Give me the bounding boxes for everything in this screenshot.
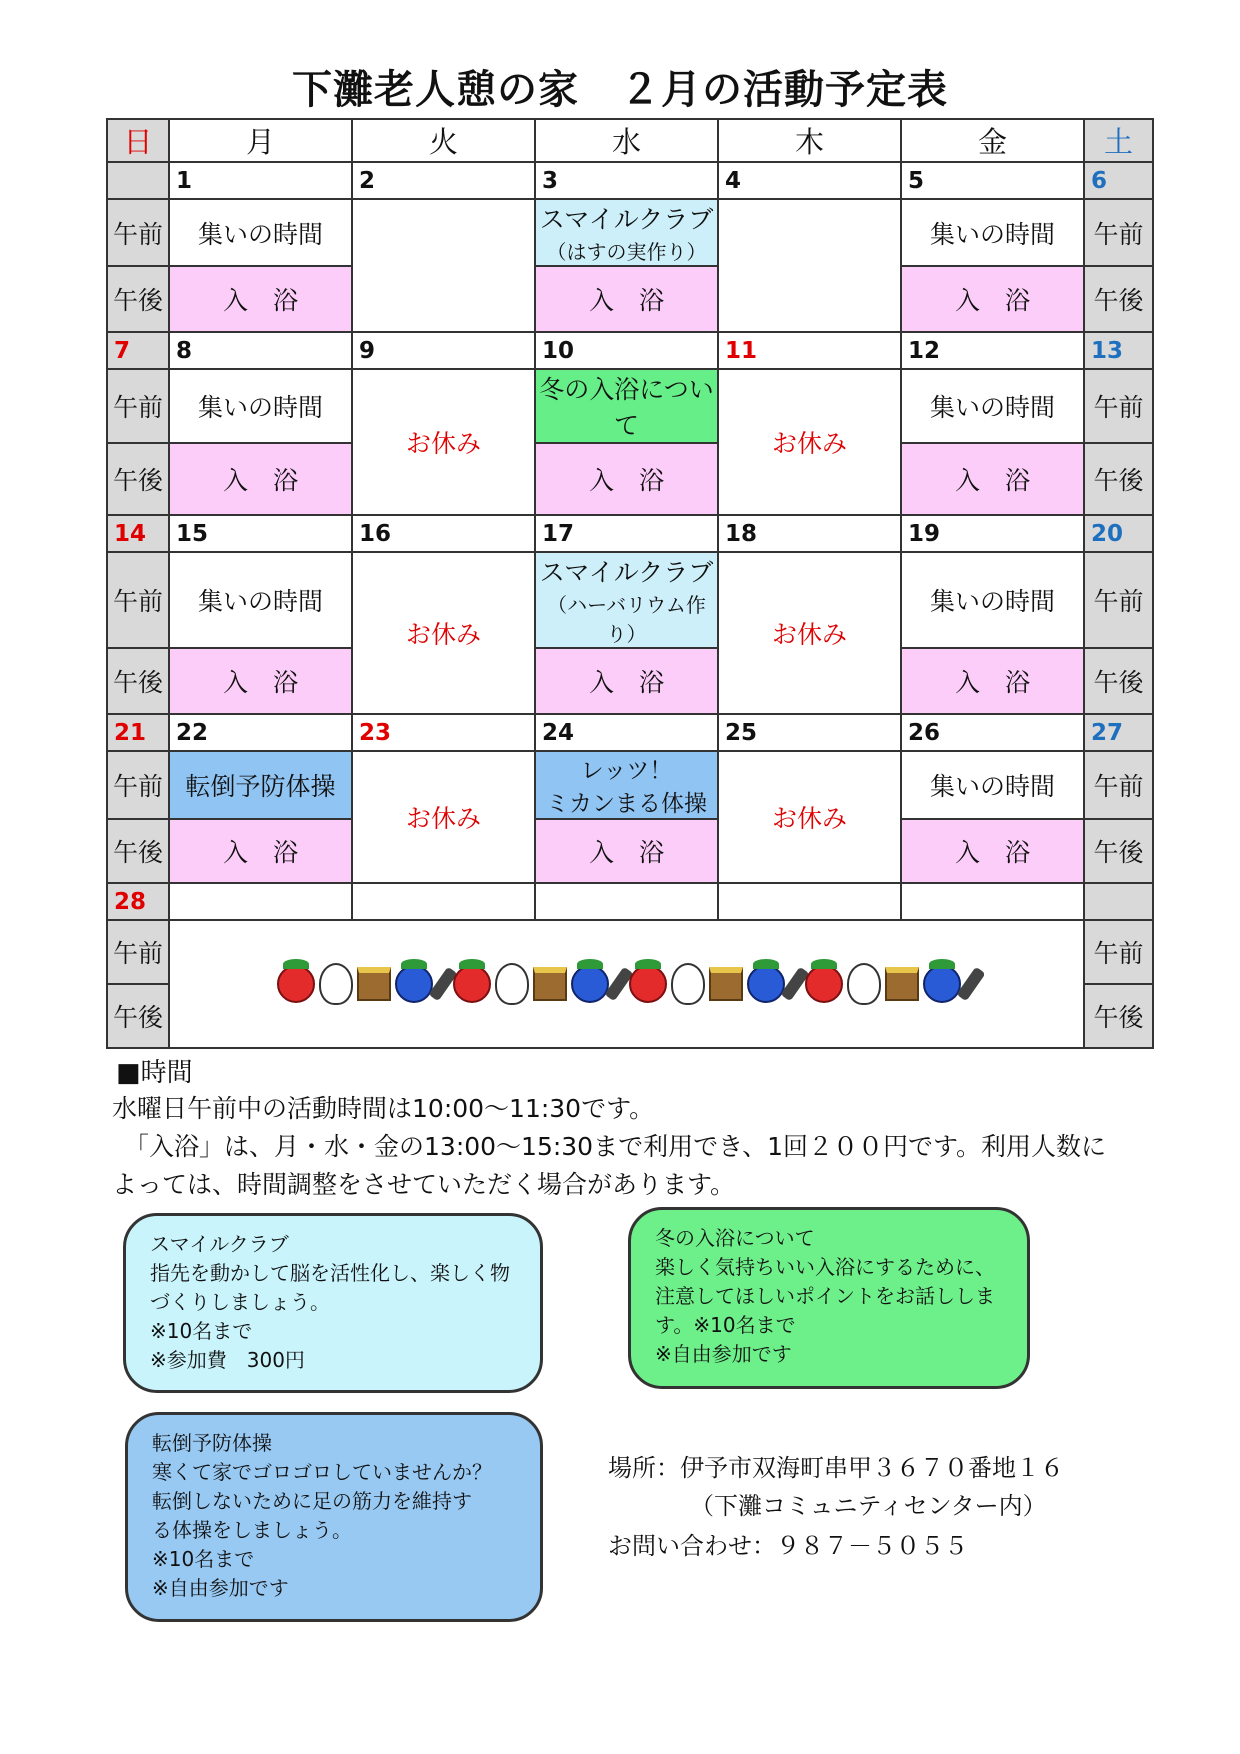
okame-icon: [319, 963, 353, 1005]
red-oni-icon: [277, 965, 315, 1003]
date-cell: 24: [535, 714, 718, 751]
date-cell: [901, 883, 1084, 920]
date-cell: 10: [535, 332, 718, 369]
okame-icon: [671, 963, 705, 1005]
date-cell: 8: [169, 332, 352, 369]
red-oni-icon: [629, 965, 667, 1003]
rest-cell: お休み: [352, 369, 535, 515]
date-cell: 14: [107, 515, 169, 552]
box-line: スマイルクラブ: [150, 1232, 289, 1256]
event-cell: 入 浴: [169, 443, 352, 515]
date-cell: 5: [901, 162, 1084, 199]
rest-cell: お休み: [352, 751, 535, 883]
week4-pm: [107, 819, 1153, 883]
blue-oni-icon: [395, 965, 433, 1003]
week3-pm: [107, 648, 1153, 714]
am-label: 午前: [1084, 920, 1153, 984]
rest-cell: お休み: [718, 369, 901, 515]
pm-label: 午後: [107, 266, 169, 332]
pm-label: 午後: [1084, 648, 1153, 714]
event-cell: 入 浴: [901, 443, 1084, 515]
weekday-tue: 火: [352, 119, 535, 162]
date-cell: 26: [901, 714, 1084, 751]
page-title: 下灘老人憩の家 ２月の活動予定表: [292, 67, 948, 113]
weekday-thu: 木: [718, 119, 901, 162]
date-cell: 28: [107, 883, 169, 920]
event-cell: 入 浴: [901, 266, 1084, 332]
weekday-header-row: [107, 119, 1153, 162]
event-cell: 入 浴: [169, 266, 352, 332]
date-cell: 23: [352, 714, 535, 751]
am-label: 午前: [107, 369, 169, 443]
bean-box-icon: [885, 967, 919, 1001]
event-cell: 集いの時間: [169, 552, 352, 648]
blue-oni-icon: [747, 965, 785, 1003]
event-cell: [535, 552, 718, 648]
event-cell: 集いの時間: [901, 751, 1084, 819]
box-line: 注意してほしいポイントをお話ししま: [655, 1284, 995, 1308]
am-label: 午前: [107, 751, 169, 819]
pm-label: 午後: [1084, 819, 1153, 883]
am-label: 午前: [1084, 199, 1153, 266]
box-line: づくりしましょう。: [150, 1290, 330, 1314]
date-cell: [107, 162, 169, 199]
event-title: レッツ！: [580, 758, 673, 784]
weekday-fri: 金: [901, 119, 1084, 162]
address-line: 場所：伊予市双海町串甲３６７０番地１６: [608, 1454, 1064, 1482]
date-cell: 11: [718, 332, 901, 369]
bean-box-icon: [709, 967, 743, 1001]
event-cell: 集いの時間: [169, 199, 352, 266]
box-line: 寒くて家でゴロゴロしていませんか？: [152, 1460, 492, 1484]
week2-pm: [107, 443, 1153, 515]
event-cell: 入 浴: [901, 648, 1084, 714]
box-line: 冬の入浴について: [655, 1226, 815, 1250]
week1-dates: [107, 162, 1153, 199]
winter-bath-box: [628, 1207, 1030, 1389]
date-cell: 22: [169, 714, 352, 751]
am-label: 午前: [1084, 751, 1153, 819]
date-cell: [535, 883, 718, 920]
event-cell: 入 浴: [535, 266, 718, 332]
event-cell: 冬の入浴について: [535, 369, 718, 443]
box-line: ※自由参加です: [655, 1342, 792, 1366]
pm-label: 午後: [107, 984, 169, 1048]
week5-am: [107, 920, 1153, 984]
event-cell: 入 浴: [535, 443, 718, 515]
weekday-mon: 月: [169, 119, 352, 162]
week1-am: [107, 199, 1153, 266]
time-line-2: 「入浴」は、月・水・金の13:00～15:30まで利用でき、1回２００円です。利用人数に: [124, 1132, 1107, 1161]
am-label: 午前: [1084, 369, 1153, 443]
bean-box-icon: [533, 967, 567, 1001]
weekday-sat: 土: [1084, 119, 1153, 162]
event-cell: [718, 199, 901, 332]
box-line: 楽しく気持ちいい入浴にするために、: [655, 1255, 995, 1279]
event-cell: 集いの時間: [901, 552, 1084, 648]
event-cell: 入 浴: [169, 648, 352, 714]
red-oni-icon: [805, 965, 843, 1003]
bean-box-icon: [357, 967, 391, 1001]
date-cell: [718, 883, 901, 920]
date-cell: 18: [718, 515, 901, 552]
date-cell: 13: [1084, 332, 1153, 369]
box-line: 指先を動かして脳を活性化し、楽しく物: [150, 1261, 510, 1285]
pm-label: 午後: [1084, 266, 1153, 332]
pm-label: 午後: [1084, 984, 1153, 1048]
address-building: （下灘コミュニティセンター内）: [690, 1492, 1047, 1520]
rest-cell: お休み: [352, 552, 535, 714]
event-cell: 入 浴: [169, 819, 352, 883]
box-line: ※10名まで: [150, 1319, 253, 1343]
decoration-strip: [170, 921, 1083, 1047]
rest-cell: お休み: [718, 751, 901, 883]
date-cell: 19: [901, 515, 1084, 552]
week5-dates: [107, 883, 1153, 920]
weekday-sun: 日: [107, 119, 169, 162]
event-subtitle: （はすの実作り）: [546, 240, 707, 264]
box-line: る体操をしましょう。: [152, 1518, 352, 1542]
okame-icon: [847, 963, 881, 1005]
pm-label: 午後: [107, 443, 169, 515]
contact-phone: お問い合わせ：９８７－５０５５: [608, 1532, 968, 1560]
time-heading: ■時間: [116, 1058, 193, 1088]
date-cell: 16: [352, 515, 535, 552]
week1-pm: [107, 266, 1153, 332]
date-cell: 17: [535, 515, 718, 552]
event-cell: [535, 199, 718, 266]
okame-icon: [495, 963, 529, 1005]
red-oni-icon: [453, 965, 491, 1003]
week4-am: [107, 751, 1153, 819]
rest-cell: お休み: [718, 552, 901, 714]
date-cell: [1084, 883, 1153, 920]
date-cell: 20: [1084, 515, 1153, 552]
pm-label: 午後: [107, 648, 169, 714]
event-subtitle: ミカンまる体操: [546, 791, 707, 817]
calendar-table: [106, 118, 1154, 1049]
date-cell: 21: [107, 714, 169, 751]
event-title: スマイルクラブ: [539, 558, 714, 587]
event-cell: 入 浴: [535, 819, 718, 883]
event-title: スマイルクラブ: [539, 205, 714, 234]
event-cell: [535, 751, 718, 819]
am-label: 午前: [107, 920, 169, 984]
week3-dates: [107, 515, 1153, 552]
date-cell: 25: [718, 714, 901, 751]
date-cell: 2: [352, 162, 535, 199]
date-cell: 7: [107, 332, 169, 369]
event-cell: 転倒予防体操: [169, 751, 352, 819]
weekday-wed: 水: [535, 119, 718, 162]
event-cell: [352, 199, 535, 332]
blue-oni-icon: [923, 965, 961, 1003]
am-label: 午前: [107, 199, 169, 266]
box-line: す。※10名まで: [655, 1313, 796, 1337]
date-cell: 15: [169, 515, 352, 552]
exercise-box: [125, 1412, 543, 1622]
date-cell: 3: [535, 162, 718, 199]
box-line: ※自由参加です: [152, 1576, 289, 1600]
smile-club-box: [123, 1213, 543, 1393]
am-label: 午前: [107, 552, 169, 648]
blue-oni-icon: [571, 965, 609, 1003]
event-subtitle: （ハーバリウム作り）: [547, 593, 706, 646]
time-line-1: 水曜日午前中の活動時間は10:00～11:30です。: [112, 1094, 655, 1123]
setsubun-decoration: [169, 920, 1084, 1048]
date-cell: [169, 883, 352, 920]
date-cell: 4: [718, 162, 901, 199]
date-cell: 1: [169, 162, 352, 199]
week2-dates: [107, 332, 1153, 369]
event-cell: 集いの時間: [901, 369, 1084, 443]
event-cell: 集いの時間: [169, 369, 352, 443]
week2-am: [107, 369, 1153, 443]
week4-dates: [107, 714, 1153, 751]
date-cell: 9: [352, 332, 535, 369]
date-cell: 12: [901, 332, 1084, 369]
box-line: ※参加費 300円: [150, 1348, 305, 1372]
event-cell: 集いの時間: [901, 199, 1084, 266]
pm-label: 午後: [107, 819, 169, 883]
event-cell: 入 浴: [901, 819, 1084, 883]
time-line-3: よっては、時間調整をさせていただく場合があります。: [112, 1170, 736, 1199]
box-line: ※10名まで: [152, 1547, 255, 1571]
week3-am: [107, 552, 1153, 648]
date-cell: 27: [1084, 714, 1153, 751]
box-line: 転倒しないために足の筋力を維持す: [152, 1489, 472, 1513]
event-cell: 入 浴: [535, 648, 718, 714]
am-label: 午前: [1084, 552, 1153, 648]
date-cell: 6: [1084, 162, 1153, 199]
box-line: 転倒予防体操: [152, 1431, 272, 1455]
pm-label: 午後: [1084, 443, 1153, 515]
date-cell: [352, 883, 535, 920]
